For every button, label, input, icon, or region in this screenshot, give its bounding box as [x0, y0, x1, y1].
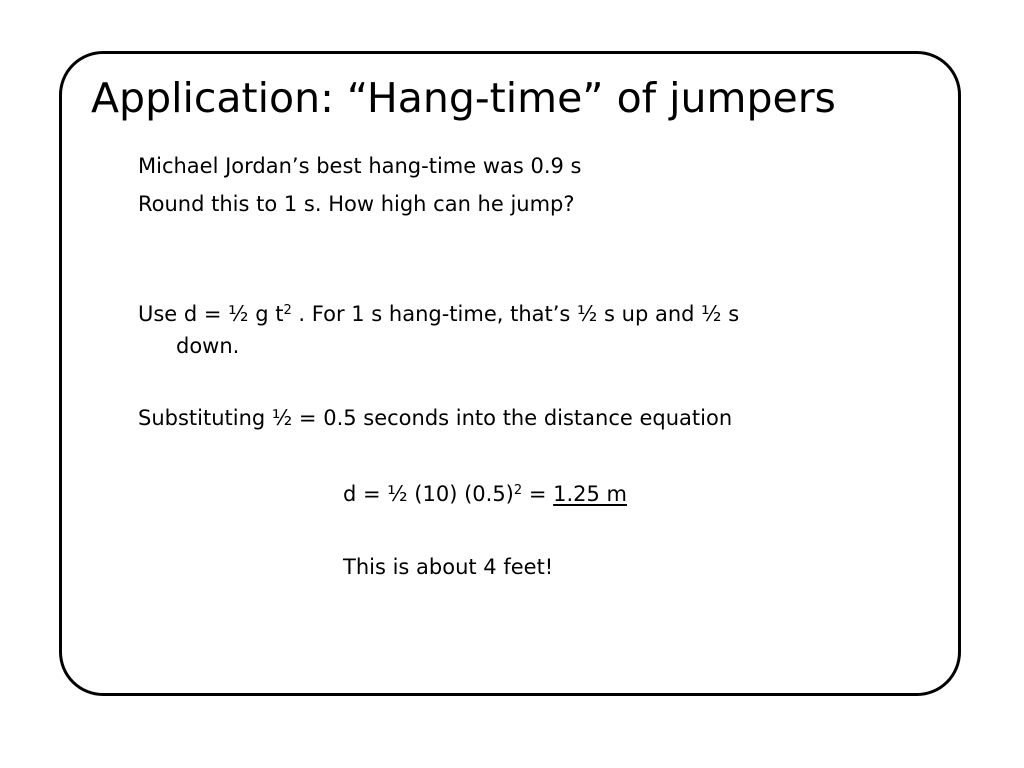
jump-height-question: Round this to 1 s. How high can he jump? — [138, 192, 575, 216]
formula-suffix: . For 1 s hang-time, that’s ½ s up and ½ s — [291, 302, 740, 326]
formula-prefix: Use d = ½ g t — [138, 302, 284, 326]
formula-exponent: 2 — [283, 302, 292, 318]
equation-prefix: d = ½ (10) (0.5) — [343, 482, 514, 506]
distance-equation — [343, 478, 627, 510]
equation-exponent: 2 — [513, 482, 523, 498]
hang-time-fact: Michael Jordan’s best hang-time was 0.9 s — [138, 154, 582, 178]
equation-answer: 1.25 m — [553, 482, 627, 506]
slide-frame — [59, 51, 961, 696]
distance-formula-continuation: down. — [176, 334, 240, 358]
conclusion-text: This is about 4 feet! — [343, 555, 554, 579]
equation-equals: = — [522, 482, 554, 506]
slide-title: Application: “Hang-time” of jumpers — [91, 74, 836, 122]
distance-formula-line — [138, 298, 739, 330]
substitution-text: Substituting ½ = 0.5 seconds into the distance equation — [138, 406, 733, 430]
